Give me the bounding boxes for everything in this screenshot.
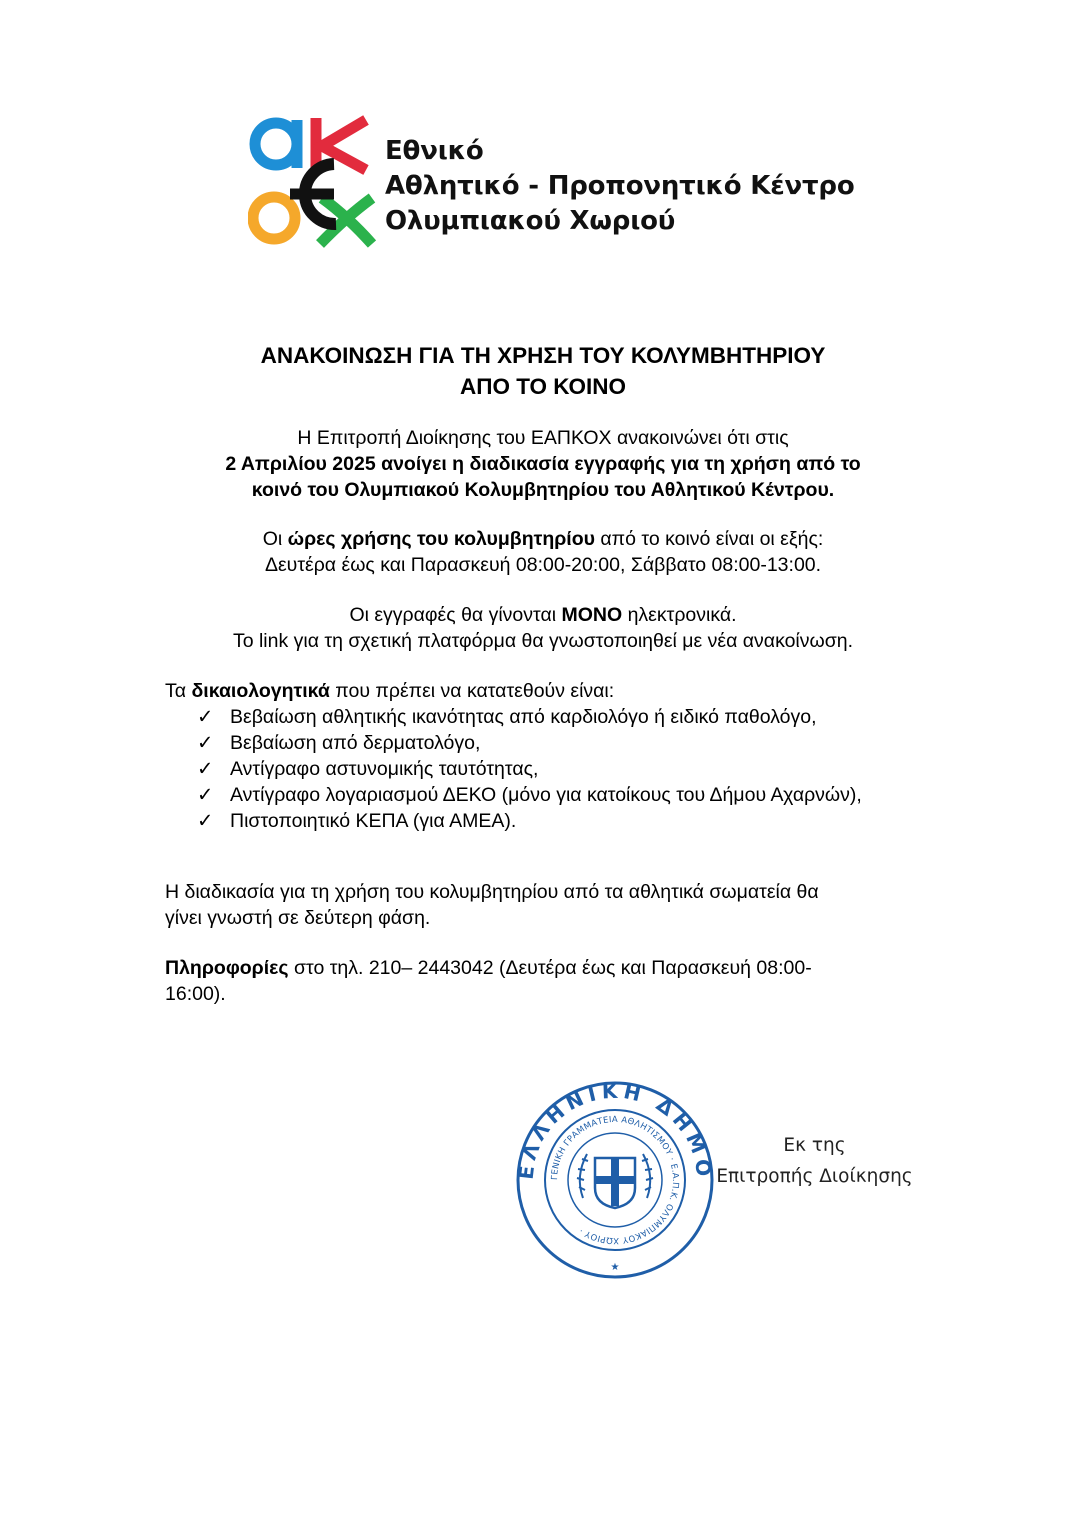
document-text: Βεβαίωση από δερματολόγο,: [230, 732, 481, 754]
title-line1: ΑΝΑΚΟΙΝΩΣΗ ΓΙΑ ΤΗ ΧΡΗΣΗ ΤΟΥ ΚΟΛΥΜΒΗΤΗΡΙΟΥ: [260, 343, 826, 368]
organization-logo: [248, 112, 855, 257]
info-bold: Πληροφορίες: [165, 957, 289, 979]
check-mark-icon: ✓: [197, 810, 214, 832]
docs-pre: Τα: [165, 680, 192, 702]
hours-line: [100, 526, 986, 552]
hours-schedule: Δευτέρα έως και Παρασκευή 08:00-20:00, Σάββατο 08:00-13:00.: [264, 554, 822, 576]
intro-paragraph: [100, 425, 986, 503]
organization-name-line2: Αθλητικό - Προπονητικό Κέντρο: [385, 171, 855, 201]
check-mark-icon: ✓: [197, 732, 214, 754]
check-mark-icon: ✓: [197, 706, 214, 728]
info-paragraph: [165, 955, 925, 1007]
announcement-title: [100, 340, 986, 402]
signature-block: [712, 1130, 917, 1192]
info-line1: [165, 955, 925, 981]
clubs-line1: Η διαδικασία για τη χρήση του κολυμβητηρίου από τα αθλητικά σωματεία θα: [165, 881, 819, 903]
clubs-paragraph: [165, 879, 925, 931]
hours-pre: Οι: [262, 528, 288, 550]
info-text: στο τηλ. 210– 2443042 (Δευτέρα έως και Παρασκευή 08:00-: [288, 957, 812, 979]
info-line2: 16:00).: [165, 983, 226, 1005]
documents-list: [165, 704, 925, 834]
check-mark-icon: ✓: [197, 784, 214, 806]
organization-name-line3: Ολυμπιακού Χωριού: [385, 206, 676, 236]
signature-line1: Εκ της: [783, 1135, 846, 1156]
document-text: Πιστοποιητικό ΚΕΠΑ (για ΑΜΕΑ).: [230, 810, 517, 832]
list-item: [165, 730, 925, 756]
logo-mark-icon: [248, 112, 378, 252]
intro-bold-line2: κοινό του Ολυμπιακού Κολυμβητηρίου του Αθλητικού Κέντρου.: [251, 479, 835, 501]
hours-bold: ώρες χρήσης του κολυμβητηρίου: [287, 528, 595, 550]
reg-pre: Οι εγγραφές θα γίνονται: [349, 604, 562, 626]
title-line2: ΑΠΟ ΤΟ ΚΟΙΝΟ: [459, 374, 627, 399]
clubs-line2: γίνει γνωστή σε δεύτερη φάση.: [165, 907, 431, 929]
seal-outer-text: ΕΛΛΗΝΙΚΗ ΔΗΜΟ: [515, 1080, 715, 1183]
signature-line2: Επιτροπής Διοίκησης: [716, 1166, 913, 1187]
registration-link-note: Το link για τη σχετική πλατφόρμα θα γνωστοποιηθεί με νέα ανακοίνωση.: [232, 630, 854, 652]
list-item: [165, 782, 925, 808]
document-text: Αντίγραφο λογαριασμού ΔΕΚΟ (μόνο για κατοίκους του Δήμου Αχαρνών),: [230, 784, 862, 806]
list-item: [165, 808, 925, 834]
seal-star-icon: ★: [610, 1262, 620, 1273]
list-item: [165, 756, 925, 782]
registration-paragraph: [100, 602, 986, 654]
reg-bold: ΜΟΝΟ: [561, 604, 623, 626]
check-mark-icon: ✓: [197, 758, 214, 780]
document-text: Βεβαίωση αθλητικής ικανότητας από καρδιολόγο ή ειδικό παθολόγο,: [230, 706, 817, 728]
hours-post: από το κοινό είναι οι εξής:: [594, 528, 824, 550]
organization-name: [385, 134, 855, 239]
documents-intro: [165, 678, 925, 704]
seal-icon: [515, 1080, 715, 1280]
seal-inner-text: ΓΕΝΙΚΗ ΓΡΑΜΜΑΤΕΙΑ ΑΘΛΗΤΙΣΜΟΥ · Ε.Α.Π.Κ. ΟΛΥΜΠΙΑΚΟΥ ΧΩΡΙΟΥ ·: [549, 1114, 681, 1246]
intro-bold-line1: 2 Απριλίου 2025 ανοίγει η διαδικασία εγγραφής για τη χρήση από το: [225, 453, 861, 475]
docs-bold: δικαιολογητικά: [191, 680, 330, 702]
registration-line: [100, 602, 986, 628]
reg-post: ηλεκτρονικά.: [622, 604, 737, 626]
list-item: [165, 704, 925, 730]
document-text: Αντίγραφο αστυνομικής ταυτότητας,: [230, 758, 539, 780]
intro-line: Η Επιτροπή Διοίκησης του ΕΑΠΚΟΧ ανακοινώνει ότι στις: [297, 427, 789, 449]
documents-section: [165, 678, 925, 834]
organization-name-line1: Εθνικό: [385, 136, 484, 166]
docs-post: που πρέπει να κατατεθούν είναι:: [329, 680, 615, 702]
official-seal: [515, 1080, 715, 1280]
hours-paragraph: [100, 526, 986, 578]
